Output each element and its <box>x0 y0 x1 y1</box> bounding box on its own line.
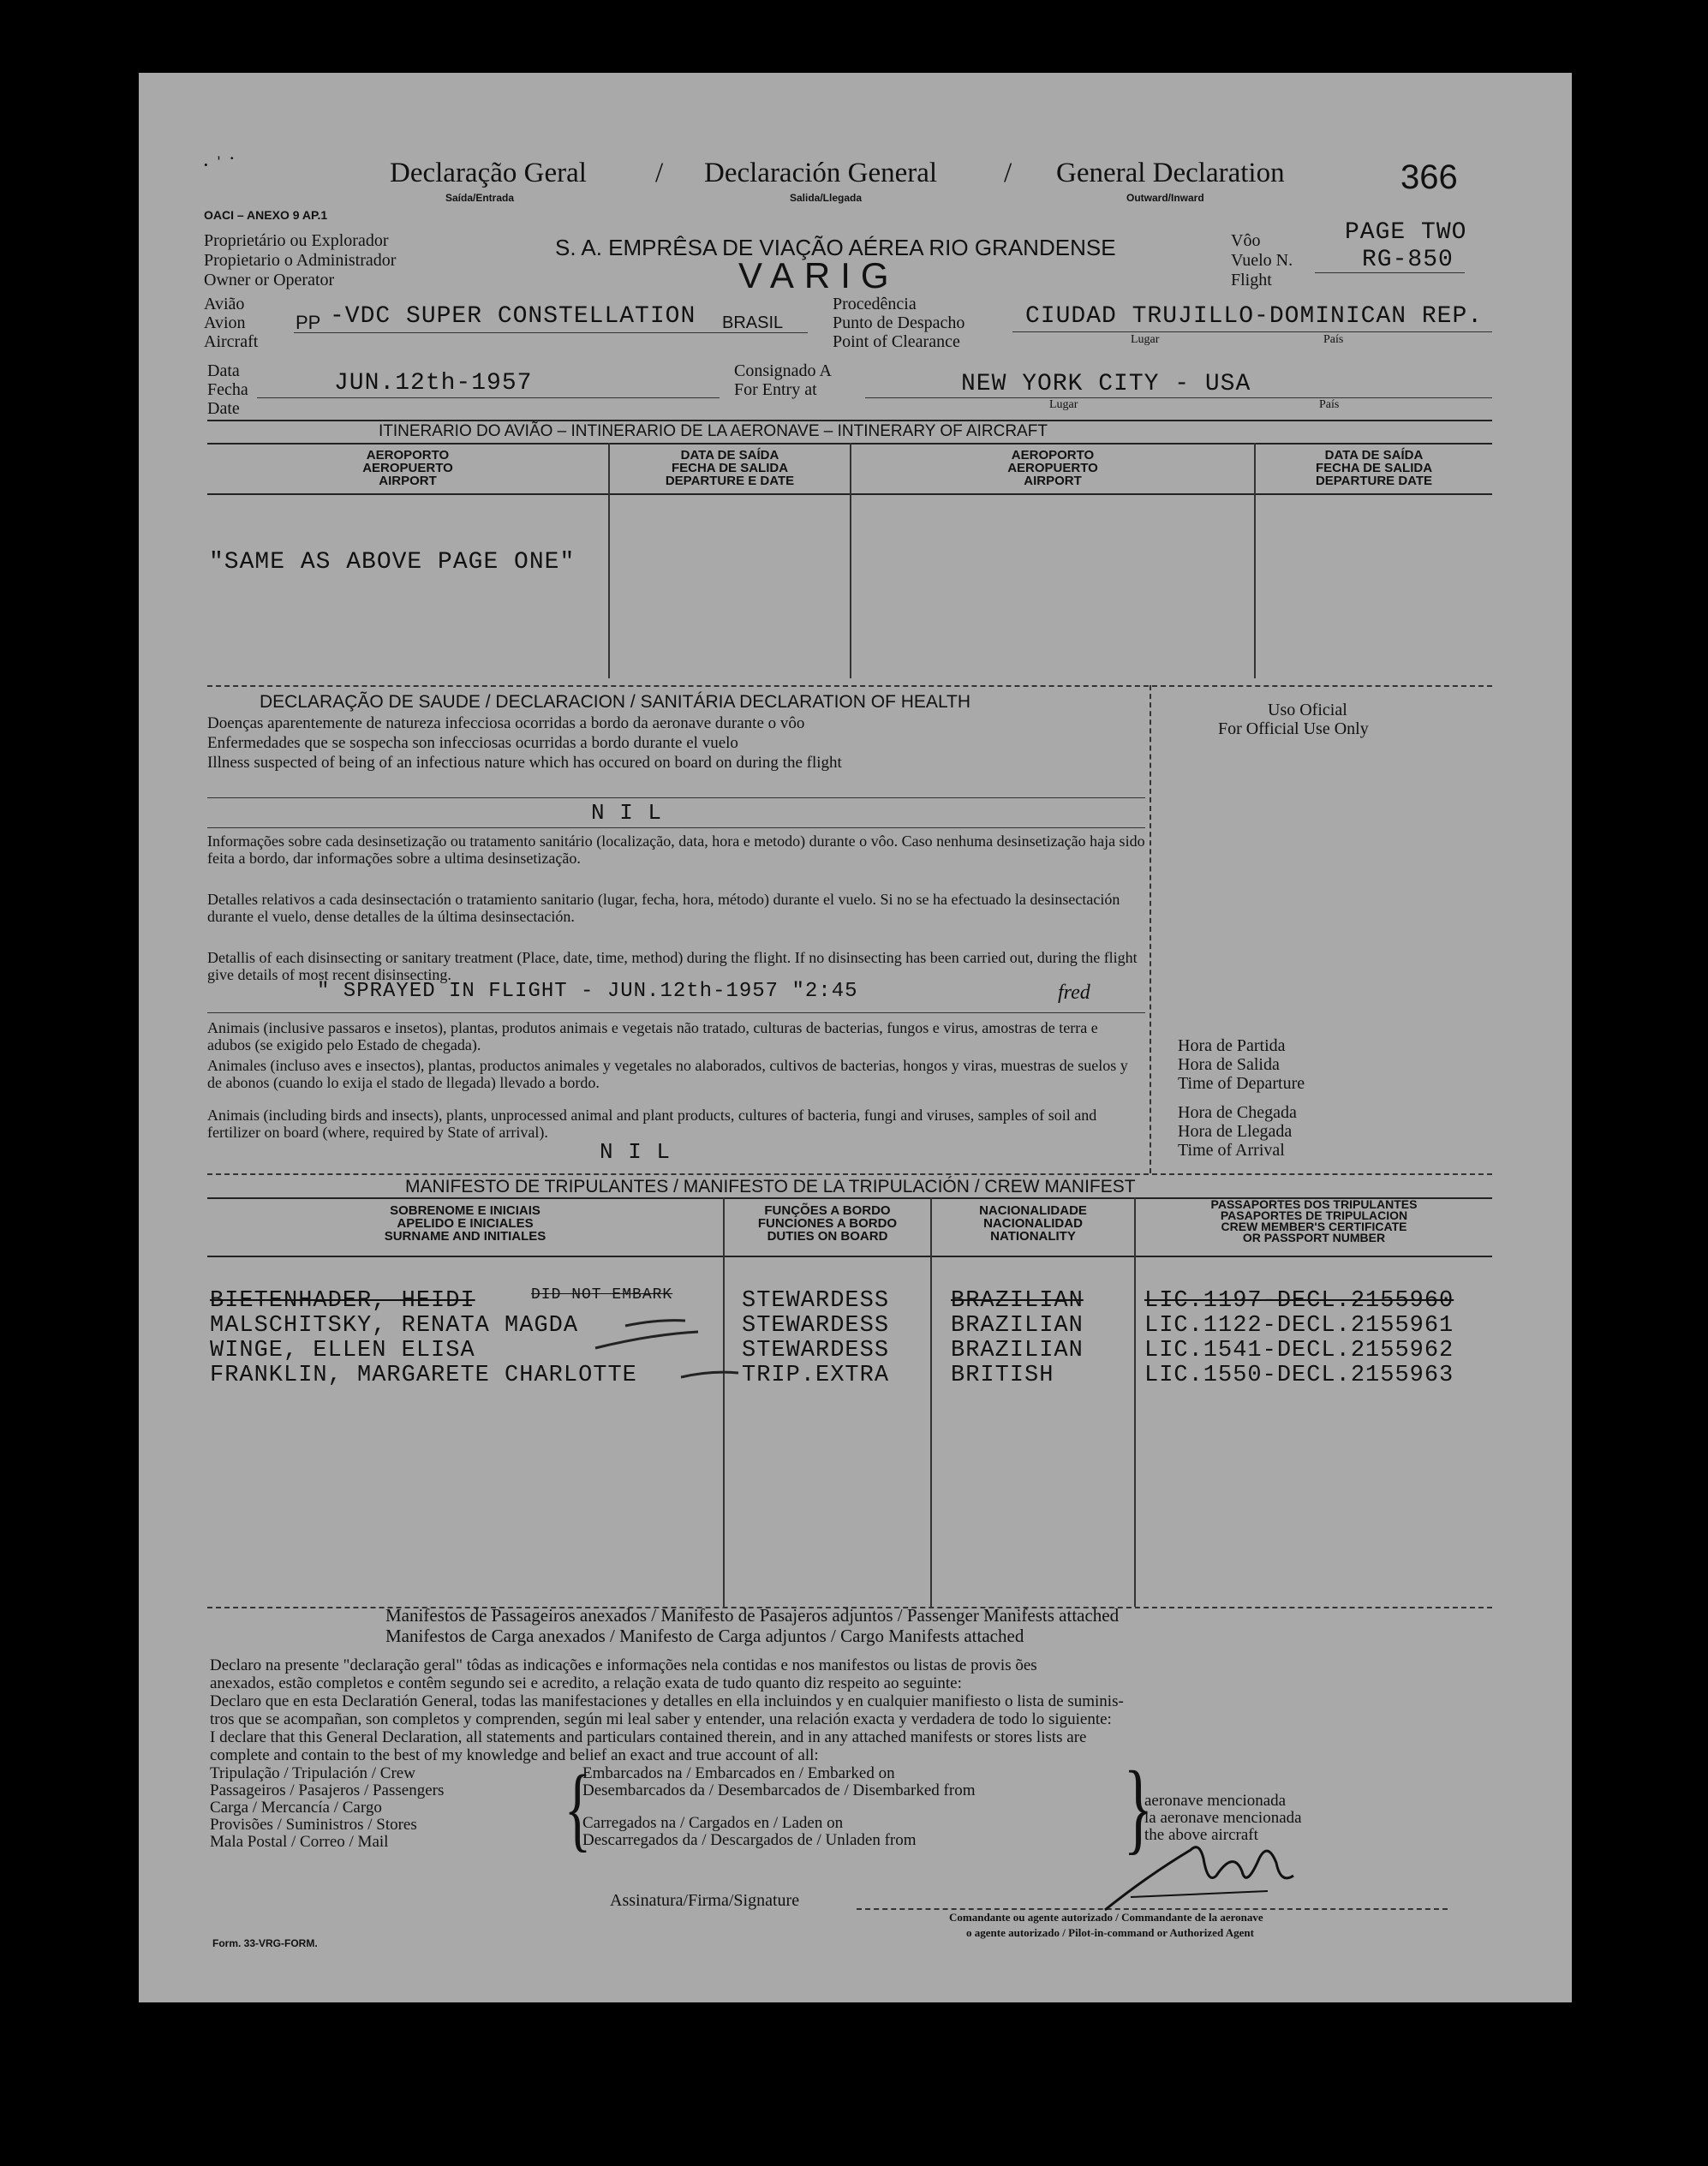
date-label-es: Fecha <box>207 380 248 399</box>
disinsect-pt: Informações sobre cada desinsetização ou tratamento sanitário (localização, data, hora e metodo) durante o vôo. Caso nenhuma desinsetização haja sido feita a bordo, dar informações sobre a ultima desinsetização. <box>207 832 1145 867</box>
animals-pt: Animais (inclusive passaros e insetos), plantas, produtos animais e vegetais não tratado, culturas de bacterias, fungos e virus, amostras de terra e adubos (se exigido pelo Estado de chegada). <box>207 1019 1098 1053</box>
entry-country-label: País <box>1319 398 1340 411</box>
crew-name: MALSCHITSKY, RENATA MAGDA <box>210 1313 579 1339</box>
itinerary-col-departure-2: DATA DE SAÍDA FECHA DE SALIDA DEPARTURE DATE <box>1315 448 1433 488</box>
crew-license: LIC.1197-DECL.2155960 <box>1144 1288 1454 1314</box>
health-title: DECLARAÇÃO DE SAUDE / DECLARACION / SANITÁRIA DECLARATION OF HEALTH <box>260 692 971 712</box>
operator-brand: VARIG <box>738 255 899 295</box>
declaration-aircraft-es: la aeronave mencionada <box>1144 1809 1302 1827</box>
arrival-time-pt: Hora de Chegada <box>1178 1103 1297 1122</box>
title-spanish: Declaración General <box>704 158 938 188</box>
disinsect-handwritten: fred <box>1058 982 1090 1004</box>
official-title-pt: Uso Oficial <box>1268 701 1347 719</box>
crew-license: LIC.1541-DECL.2155962 <box>1144 1338 1454 1363</box>
declaration-line-1: Declaro na presente "declaração geral" tôdas as indicações e informações nela contidas e nos manifestos ou listas de provis ões <box>210 1656 1037 1674</box>
entry-place-label: Lugar <box>1049 398 1078 411</box>
title-separator: / <box>655 158 664 188</box>
flight-number: RG-850 <box>1362 247 1454 273</box>
itinerary-title: ITINERARIO DO AVIÃO – INTINERARIO DE LA AERONAVE – INTINERARY OF AIRCRAFT <box>379 422 1048 440</box>
illness-value: N I L <box>591 800 663 826</box>
subtitle-spanish: Salida/Llegada <box>790 192 863 204</box>
brace-left: { <box>564 1756 592 1860</box>
title-english: General Declaration <box>1056 158 1285 188</box>
departure-time-es: Hora de Salida <box>1178 1055 1280 1074</box>
departure-time-pt: Hora de Partida <box>1178 1036 1286 1055</box>
aircraft-label-pt: Avião <box>204 295 245 313</box>
official-title-en: For Official Use Only <box>1218 719 1369 738</box>
illness-es: Enfermedades que se sospecha son infecciosas ocurridas a bordo durante el vuelo <box>207 734 738 752</box>
aircraft-prefix: PP <box>296 312 321 333</box>
crew-col-duties: FUNÇÕES A BORDO FUNCIONES A BORDO DUTIES ON BOARD <box>757 1203 898 1244</box>
declaration-aircraft-pt: aeronave mencionada <box>1144 1792 1287 1810</box>
declaration-line-4: tros que se acompañan, son completos y comprenden, según mi leal saber y entender, una relación exacta y verdadera de todo lo siguiente: <box>210 1710 1112 1728</box>
clearance-value: CIUDAD TRUJILLO-DOMINICAN REP. <box>1025 303 1484 330</box>
itinerary-col-departure: DATA DE SAÍDA FECHA DE SALIDA DEPARTURE E DATE <box>665 448 795 488</box>
page-number: 366 <box>1400 158 1458 196</box>
corner-marks: · ˈ ˙ <box>202 152 236 177</box>
illness-en: Illness suspected of being of an infectious nature which has occured on board on during the flight <box>207 754 842 772</box>
signature-role-1: Comandante ou agente autorizado / Commandante de la aeronave <box>949 1911 1263 1924</box>
title-portuguese: Declaração Geral <box>390 158 587 188</box>
clearance-label-en: Point of Clearance <box>833 332 960 351</box>
declaration-cargo: Carga / Mercancía / Cargo <box>210 1799 382 1817</box>
passenger-manifests: Manifestos de Passageiros anexados / Manifesto de Pasajeros adjuntos / Passenger Manifests attached <box>385 1605 1120 1626</box>
flight-page: PAGE TWO <box>1345 219 1467 246</box>
disinsect-en: Detallis of each disinsecting or sanitary treatment (Place, date, time, method) during the flight. If no disinsecting has been carried out, during the flight give details of most recent disinsecting. <box>207 949 1138 983</box>
crew-col-passport: PASSAPORTES DOS TRIPULANTES PASAPORTES DE TRIPULACION CREW MEMBER'S CERTIFICATE OR PASSPORT NUMBER <box>1210 1197 1418 1244</box>
disinsect-es: Detalles relativos a cada desinsectación o tratamiento sanitario (lugar, fecha, hora, método) durante el vuelo. Si no se ha efectuado la desinsectación durante el vuelo, dense detalles de la última desinsectación. <box>207 891 1120 925</box>
declaration-disembarked: Desembarcados da / Desembarcados de / Disembarked from <box>582 1781 976 1799</box>
crew-nationality: BRAZILIAN <box>951 1288 1084 1314</box>
clearance-label-pt: Procedência <box>833 295 917 313</box>
signature-role-2: o agente autorizado / Pilot-in-command or Authorized Agent <box>966 1926 1254 1939</box>
crew-col-surname: SOBRENOME E INICIAIS APELIDO E INICIALES SURNAME AND INITIALES <box>384 1203 546 1244</box>
signature-label: Assinatura/Firma/Signature <box>610 1891 800 1910</box>
subtitle-english: Outward/Inward <box>1126 192 1204 204</box>
crew-duty: STEWARDESS <box>742 1313 890 1339</box>
operator-label-es: Propietario o Administrador <box>204 251 397 270</box>
declaration-unladen: Descarregados da / Descargados de / Unladen from <box>582 1831 917 1849</box>
operator-label-pt: Proprietário ou Explorador <box>204 231 389 250</box>
aircraft-label-en: Aircraft <box>204 332 259 351</box>
crew-title: MANIFESTO DE TRIPULANTES / MANIFESTO DE LA TRIPULACIÓN / CREW MANIFEST <box>405 1177 1136 1196</box>
entry-label-en: For Entry at <box>734 380 817 399</box>
arrival-time-en: Time of Arrival <box>1178 1141 1285 1160</box>
crew-name: BIETENHADER, HEIDI <box>210 1288 475 1314</box>
animals-es: Animales (incluso aves e insectos), plantas, productos animales y vegetales no alaborados, cultivos de bacterias, hongos y viras, muestras de suelos y de abonos (cuando lo exija el stado de llegada) llevado a bordo. <box>207 1057 1128 1091</box>
itinerary-entry: "SAME AS ABOVE PAGE ONE" <box>209 549 576 576</box>
footer-form-code: Form. 33-VRG-FORM. <box>212 1937 318 1949</box>
declaration-aircraft-en: the above aircraft <box>1144 1826 1258 1844</box>
aircraft-value: -VDC SUPER CONSTELLATION <box>330 303 696 330</box>
crew-nationality: BRAZILIAN <box>951 1338 1084 1363</box>
illness-pt: Doenças aparentemente de natureza infecciosa ocorridas a bordo da aeronave durante o vôo <box>207 714 805 732</box>
animals-en: Animais (including birds and insects), plants, unprocessed animal and plant products, cultures of bacteria, fungi and viruses, samples of soil and fertilizer on board (where, required by State of arrival). <box>207 1107 1097 1141</box>
subtitle-portuguese: Saída/Entrada <box>445 192 515 204</box>
title-separator-2: / <box>1004 158 1012 188</box>
crew-duty: STEWARDESS <box>742 1338 890 1363</box>
crew-nationality: BRITISH <box>951 1363 1054 1388</box>
crew-duty: STEWARDESS <box>742 1288 890 1314</box>
crew-license: LIC.1122-DECL.2155961 <box>1144 1313 1454 1339</box>
declaration-mail: Mala Postal / Correo / Mail <box>210 1833 389 1851</box>
declaration-line-2: anexados, estão completos e contêm segundo sei e acredito, a relação exata de tudo quanto diz respeito ao seguinte: <box>210 1674 962 1692</box>
arrival-time-es: Hora de Llegada <box>1178 1122 1293 1141</box>
crew-name: WINGE, ELLEN ELISA <box>210 1338 475 1363</box>
declaration-embarked: Embarcados na / Embarcados en / Embarked on <box>582 1764 895 1782</box>
date-value: JUN.12th-1957 <box>334 370 533 397</box>
entry-label-pt: Consignado A <box>734 361 832 380</box>
declaration-stores: Provisões / Suministros / Stores <box>210 1816 417 1834</box>
declaration-line-3: Declaro que en esta Declaratión General, todas las manifestaciones y detalles en ella incluindos y en cualquier manifiesto o lista de suminis- <box>210 1692 1124 1710</box>
itinerary-col-airport: AEROPORTO AEROPUERTO AIRPORT <box>362 448 453 488</box>
crew-note: DID NOT EMBARK <box>531 1286 673 1304</box>
date-label-pt: Data <box>207 361 240 380</box>
animals-value: N I L <box>600 1139 672 1165</box>
crew-nationality: BRAZILIAN <box>951 1313 1084 1339</box>
departure-time-en: Time of Departure <box>1178 1074 1305 1093</box>
declaration-crew: Tripulação / Tripulación / Crew <box>210 1764 415 1782</box>
declaration-passengers: Passageiros / Pasajeros / Passengers <box>210 1781 445 1799</box>
clearance-label-es: Punto de Despacho <box>833 313 965 332</box>
brace-right: } <box>1123 1750 1154 1864</box>
aircraft-label-es: Avion <box>204 313 246 332</box>
flight-label-en: Flight <box>1231 271 1272 289</box>
disinsect-value: " SPRAYED IN FLIGHT - JUN.12th-1957 "2:45 <box>317 980 858 1003</box>
entry-value: NEW YORK CITY - USA <box>961 371 1251 397</box>
crew-duty: TRIP.EXTRA <box>742 1363 890 1388</box>
aircraft-country: BRASIL <box>722 313 784 332</box>
crew-col-nationality: NACIONALIDADE NACIONALIDAD NATIONALITY <box>979 1203 1087 1244</box>
declaration-laden: Carregados na / Cargados en / Laden on <box>582 1814 844 1832</box>
cargo-manifests: Manifestos de Carga anexados / Manifesto de Carga adjuntos / Cargo Manifests attached <box>385 1626 1024 1646</box>
form-reference: OACI – ANEXO 9 AP.1 <box>204 208 328 222</box>
clearance-country-label: País <box>1323 333 1344 346</box>
crew-license: LIC.1550-DECL.2155963 <box>1144 1363 1454 1388</box>
operator-label-en: Owner or Operator <box>204 271 335 289</box>
declaration-line-5: I declare that this General Declaration, all statements and particulars contained therein, and in any attached manifests or stores lists are <box>210 1728 1087 1746</box>
itinerary-col-airport-2: AEROPORTO AEROPUERTO AIRPORT <box>1007 448 1098 488</box>
clearance-place-label: Lugar <box>1131 333 1160 346</box>
crew-name: FRANKLIN, MARGARETE CHARLOTTE <box>210 1363 637 1388</box>
flight-label-es: Vuelo N. <box>1231 251 1293 270</box>
operator-name: S. A. EMPRÊSA DE VIAÇÃO AÉREA RIO GRANDENSE <box>555 235 1116 260</box>
flight-label-pt: Vôo <box>1231 231 1261 250</box>
declaration-line-6: complete and contain to the best of my knowledge and belief an exact and true account of all: <box>210 1746 819 1764</box>
date-label-en: Date <box>207 399 240 418</box>
